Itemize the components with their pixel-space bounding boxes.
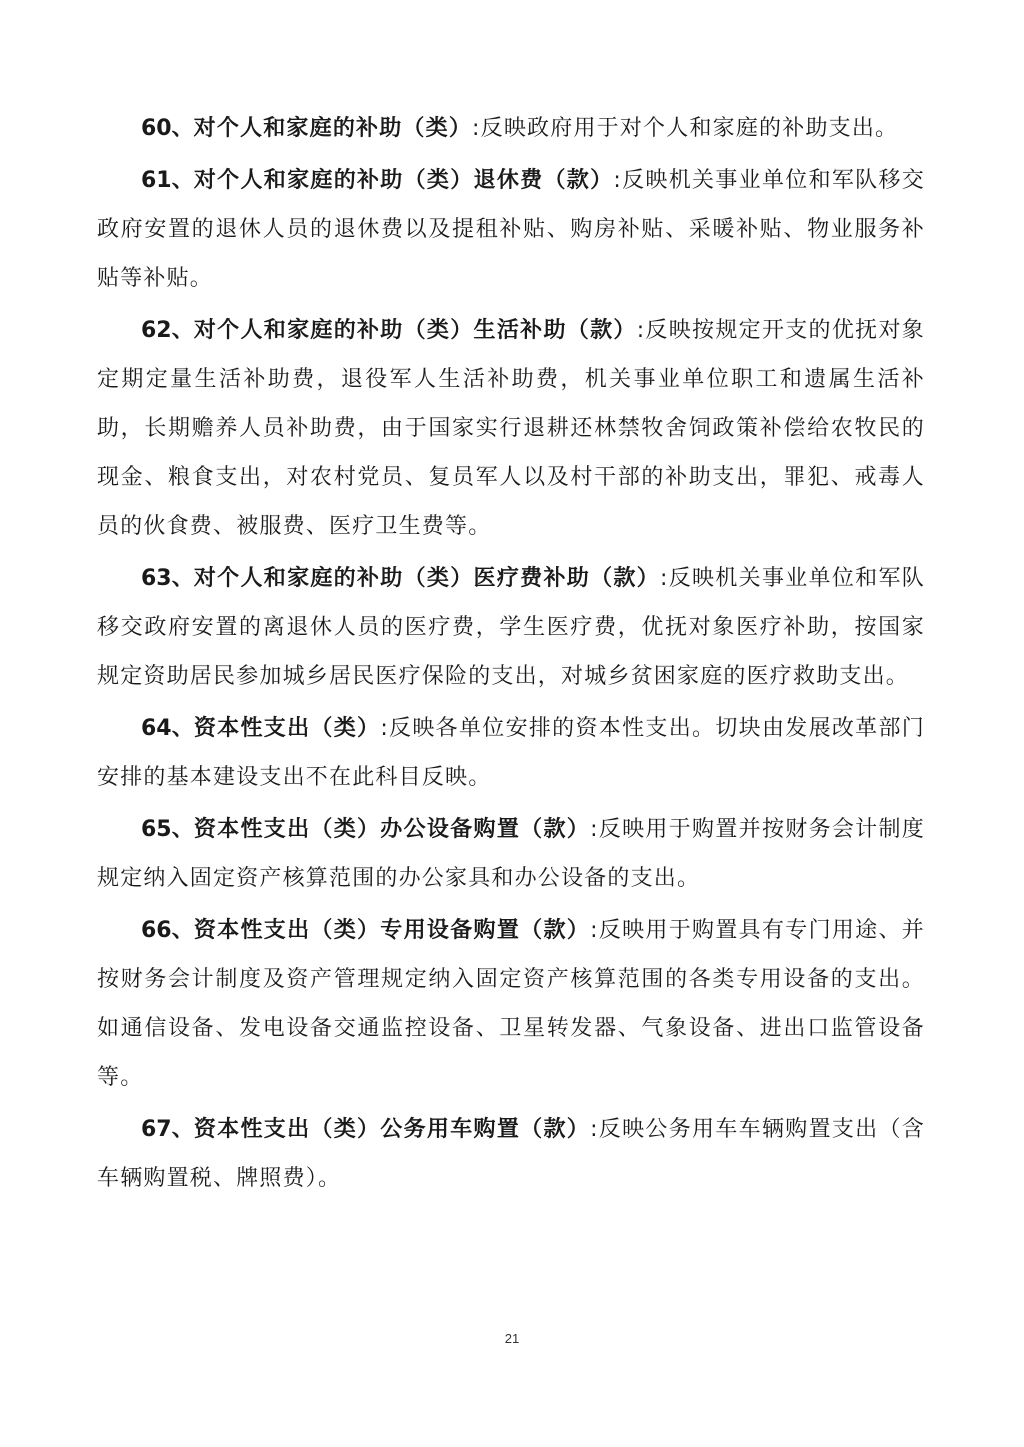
entry-63 [97,554,925,701]
entry-60 [97,104,925,153]
entry-body: :反映机关事业单位和军队移交政府安置的退休人员的退休费以及提租补贴、购房补贴、采暖补贴、物业服务补贴等补贴。 [97,168,926,291]
entry-number: 66、 [141,918,194,943]
entry-title: 资本性支出（类）办公设备购置（款） [193,817,591,842]
entry-number: 62、 [141,318,194,343]
entry-title: 对个人和家庭的补助（类）生活补助（款） [193,318,637,343]
document-page [97,104,925,1206]
entry-body: :反映按规定开支的优抚对象定期定量生活补助费，退役军人生活补助费，机关事业单位职工和遗属生活补助，长期赡养人员补助费，由于国家实行退耕还林禁牧舍饲政策补偿给农牧民的现金、粮食支出，对农村党员、复员军人以及村干部的补助支出，罪犯、戒毒人员的伙食费、被服费、医疗卫生费等。 [97,318,925,539]
entry-65 [97,805,925,903]
entry-title: 资本性支出（类） [193,716,381,741]
entry-number: 60、 [141,116,194,141]
entry-number: 61、 [141,168,194,193]
entry-number: 67、 [141,1117,194,1142]
entry-66 [97,906,925,1102]
entry-title: 对个人和家庭的补助（类）退休费（款） [193,168,614,193]
entry-body: :反映用于购置并按财务会计制度规定纳入固定资产核算范围的办公家具和办公设备的支出。 [97,817,925,891]
entry-number: 64、 [141,716,194,741]
entry-body: :反映用于购置具有专门用途、并按财务会计制度及资产管理规定纳入固定资产核算范围的各类专用设备的支出。如通信设备、发电设备交通监控设备、卫星转发器、气象设备、进出口监管设备等。 [97,918,925,1090]
entry-61 [97,156,925,303]
entry-number: 63、 [141,566,194,591]
entry-body: :反映机关事业单位和军队移交政府安置的离退休人员的医疗费，学生医疗费，优抚对象医疗补助，按国家规定资助居民参加城乡居民医疗保险的支出，对城乡贫困家庭的医疗救助支出。 [97,566,925,689]
entry-title: 资本性支出（类）公务用车购置（款） [193,1117,591,1142]
entry-title: 对个人和家庭的补助（类）医疗费补助（款） [193,566,660,591]
entry-67 [97,1105,925,1203]
entry-title: 资本性支出（类）专用设备购置（款） [193,918,591,943]
entry-body: :反映政府用于对个人和家庭的补助支出。 [472,116,899,141]
entry-62 [97,306,925,551]
entry-64 [97,704,925,802]
entry-body: :反映公务用车车辆购置支出（含车辆购置税、牌照费）。 [97,1117,925,1191]
entry-title: 对个人和家庭的补助（类） [193,116,473,141]
page-number: 21 [504,1331,520,1346]
entry-number: 65、 [141,817,194,842]
entry-body: :反映各单位安排的资本性支出。切块由发展改革部门安排的基本建设支出不在此科目反映。 [97,716,925,790]
